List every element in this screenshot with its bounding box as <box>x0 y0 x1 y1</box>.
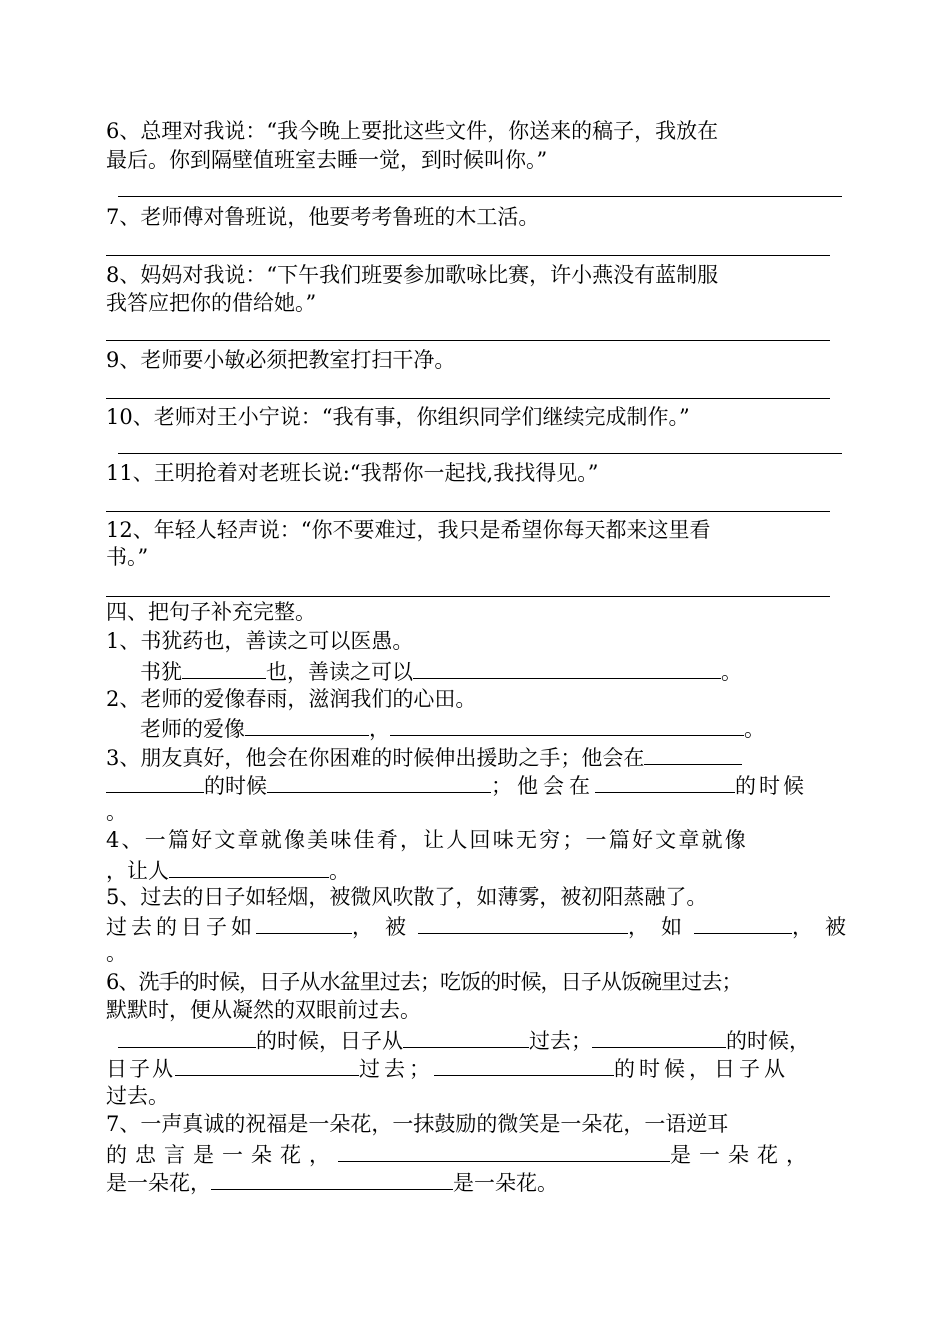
q6-line1: 6、总理对我说：“我今晚上要批这些文件，你送来的稿子，我放在 <box>106 119 719 143</box>
q8-line1: 8、妈妈对我说：“下午我们班要参加歌咏比赛，许小燕没有蓝制服 <box>106 263 719 287</box>
fill-blank[interactable] <box>106 770 204 793</box>
fill-blank[interactable] <box>118 1025 256 1048</box>
s4-q4-line1: 4、一篇好文章就像美味佳肴，让人回味无穷；一篇好文章就像 <box>106 828 748 852</box>
s4-q6-line1: 6、洗手的时候，日子从水盆里过去；吃饭的时候，日子从饭碗里过去； <box>106 970 742 994</box>
s4-q5-line2: 过去的日子如 ，被 ，如 ，被 <box>106 911 858 941</box>
fill-blank[interactable] <box>390 713 744 736</box>
fill-blank[interactable] <box>211 1167 453 1190</box>
answer-line <box>118 453 842 454</box>
fill-blank[interactable] <box>592 1025 726 1048</box>
q7: 7、老师傅对鲁班说，他要考考鲁班的木工活。 <box>106 205 540 229</box>
q9: 9、老师要小敏必须把教室打扫干净。 <box>106 348 456 372</box>
s4-q6-end: 过去。 <box>106 1084 169 1108</box>
s4-q1: 1、书犹药也，善读之可以医愚。 <box>106 629 414 653</box>
fill-blank[interactable] <box>595 770 735 793</box>
q12-line1: 12、年轻人轻声说：“你不要难过，我只是希望你每天都来这里看 <box>106 518 711 542</box>
fill-blank[interactable] <box>175 1053 359 1076</box>
s4-q6-fill1: 的时候，日子从 过去； 的时候， <box>118 1025 810 1055</box>
answer-line <box>106 340 830 341</box>
fill-blank[interactable] <box>694 911 792 934</box>
s4-q3-end: 。 <box>106 800 127 824</box>
fill-blank[interactable] <box>403 1025 529 1048</box>
q10: 10、老师对王小宁说：“我有事，你组织同学们继续完成制作。” <box>106 405 690 429</box>
answer-line <box>106 596 830 597</box>
q11: 11、王明抢着对老班长说:“我帮你一起找,我找得见。” <box>106 461 599 485</box>
answer-line <box>106 511 830 512</box>
fill-blank[interactable] <box>267 770 491 793</box>
s4-q2-fill: 老师的爱像 ， 。 <box>140 713 765 743</box>
fill-blank[interactable] <box>418 911 628 934</box>
section4-heading: 四、把句子补充完整。 <box>106 600 316 624</box>
s4-q3-line2: 的时候 ；他会在 的时候 <box>106 770 807 800</box>
q12-line2: 书。” <box>106 545 149 569</box>
fill-blank[interactable] <box>169 855 329 878</box>
s4-q5-line1: 5、过去的日子如轻烟，被微风吹散了，如薄雾，被初阳蒸融了。 <box>106 885 708 909</box>
fill-blank[interactable] <box>434 1053 614 1076</box>
s4-q6-line2: 默默时，便从凝然的双眼前过去。 <box>106 998 421 1022</box>
s4-q6-fill2: 日子从 过去； 的时候，日子从 <box>106 1053 789 1083</box>
s4-q5-end: 。 <box>106 941 127 965</box>
fill-blank[interactable] <box>182 656 266 679</box>
fill-blank[interactable] <box>245 713 369 736</box>
answer-line <box>106 398 830 399</box>
fill-blank[interactable] <box>413 656 721 679</box>
s4-q3-line1: 3、朋友真好，他会在你困难的时候伸出援助之手；他会在 <box>106 742 742 772</box>
fill-blank[interactable] <box>338 1139 670 1162</box>
s4-q7-line2: 的忠言是一朵花， 是一朵花， <box>106 1139 815 1169</box>
q8-line2: 我答应把你的借给她。” <box>106 291 317 315</box>
answer-line <box>106 255 830 256</box>
s4-q7-line3: 是一朵花， 是一朵花。 <box>106 1167 558 1197</box>
q6-line2: 最后。你到隔壁值班室去睡一觉，到时候叫你。” <box>106 148 548 172</box>
s4-q4-line2: ，让人 。 <box>106 855 350 885</box>
fill-blank[interactable] <box>256 911 352 934</box>
s4-q7-line1: 7、一声真诚的祝福是一朵花，一抹鼓励的微笑是一朵花，一语逆耳 <box>106 1112 729 1136</box>
answer-line <box>118 196 842 197</box>
fill-blank[interactable] <box>644 742 742 765</box>
s4-q1-fill: 书犹 也，善读之可以 。 <box>140 656 742 686</box>
s4-q2: 2、老师的爱像春雨，滋润我们的心田。 <box>106 687 477 711</box>
